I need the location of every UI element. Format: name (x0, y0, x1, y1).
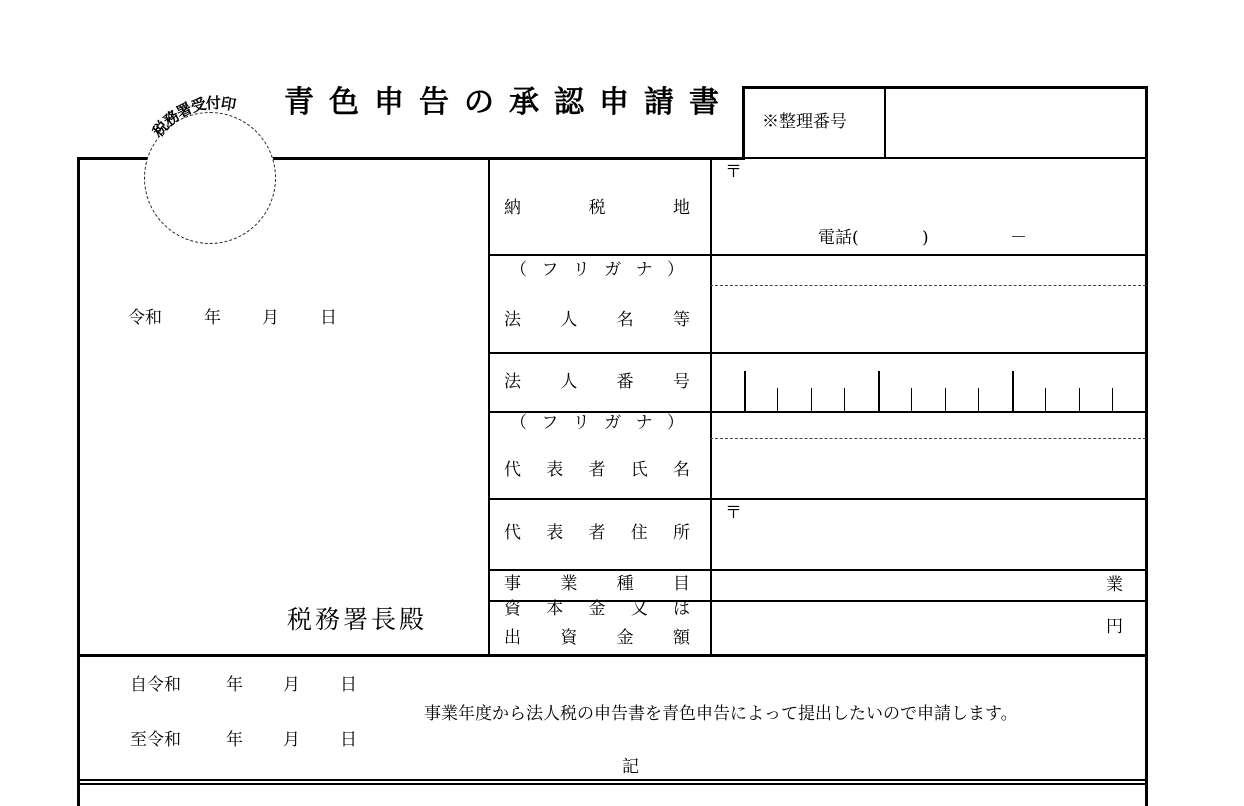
label-char: 又 (630, 599, 648, 619)
label-char: 番 (616, 372, 634, 392)
double-line-b (77, 783, 1147, 785)
furigana1-dashed (710, 285, 1146, 286)
row-line-5 (488, 569, 1147, 571)
label-char: フ (541, 260, 559, 280)
label-char: 出 (504, 628, 521, 648)
label-char: 代 (504, 460, 521, 480)
double-line-a (77, 779, 1147, 781)
label-char: （ (510, 260, 527, 280)
label-char: 代 (504, 523, 521, 543)
serial-number-field[interactable] (890, 90, 1140, 154)
label-char: 号 (672, 372, 690, 392)
corp-name-label (504, 312, 690, 329)
corp-number-tick-major (1012, 371, 1014, 411)
label-char: 税 (588, 198, 606, 218)
serial-box-bottom (742, 157, 1147, 159)
label-char: ） (666, 260, 684, 280)
label-char: 者 (588, 460, 606, 480)
corp-number-tick (777, 388, 778, 411)
business-type-input[interactable] (714, 572, 1094, 598)
label-char: 金 (588, 599, 606, 619)
corp-number-tick (1045, 388, 1046, 411)
label-char: 等 (672, 310, 690, 330)
label-char: 資 (504, 599, 521, 619)
phone-close: ) (922, 228, 929, 248)
serial-box-left (742, 86, 745, 158)
capital-unit: 円 (1106, 617, 1123, 637)
label-char: 地 (673, 198, 690, 218)
serial-number-label: ※整理番号 (762, 112, 847, 132)
label-char: 人 (560, 310, 578, 330)
label-char: ） (666, 413, 684, 433)
column-line-left (488, 157, 490, 655)
section-line (77, 654, 1147, 657)
furigana1-input[interactable] (714, 258, 1144, 284)
label-char: 者 (588, 523, 606, 543)
right-border (1145, 86, 1148, 806)
business-type-unit: 業 (1106, 575, 1123, 595)
capital-input[interactable] (714, 603, 1094, 651)
period-from-month: 月 (283, 675, 300, 695)
label-char: ガ (604, 260, 622, 280)
period-to-month: 月 (283, 730, 300, 750)
page-title: 青色申告の承認申請書 (284, 85, 734, 120)
corp-number-tick (911, 388, 912, 411)
rep-name-label (504, 462, 690, 479)
label-char: は (673, 599, 690, 619)
application-statement: 事業年度から法人税の申告書を青色申告によって提出したいので申請します。 (424, 704, 1018, 724)
phone-label: 電話( (818, 228, 859, 248)
label-char: 目 (672, 574, 690, 594)
label-char: リ (572, 413, 590, 433)
rep-address-input[interactable] (740, 502, 1140, 566)
corp-number-tick (1112, 388, 1113, 411)
period-from-prefix: 自令和 (130, 675, 181, 695)
label-char: 法 (504, 372, 521, 392)
label-char: 人 (560, 372, 578, 392)
corp-number-tick (945, 388, 946, 411)
left-border (77, 157, 80, 806)
phone-dash: － (1010, 228, 1027, 248)
period-from-day: 日 (340, 675, 357, 695)
reception-stamp-label (120, 80, 300, 150)
tax-office-addressee: 税務署長殿 (287, 605, 428, 634)
row-line-1 (488, 254, 1147, 256)
label-char: （ (510, 413, 527, 433)
serial-box-top (742, 86, 1148, 89)
label-char: 住 (630, 523, 648, 543)
corp-number-tick-major (744, 371, 746, 411)
business-type-label (504, 576, 690, 593)
label-char: 額 (672, 628, 690, 648)
period-to-prefix: 至令和 (130, 730, 181, 750)
period-from-year: 年 (226, 675, 243, 695)
period-to-year: 年 (226, 730, 243, 750)
date-era: 令和 (128, 308, 162, 328)
label-char: 事 (504, 574, 521, 594)
capital-label-line1 (504, 601, 690, 618)
corp-name-input[interactable] (714, 288, 1144, 350)
furigana2-input[interactable] (714, 414, 1144, 437)
furigana2-dashed (710, 438, 1146, 439)
tax-address-postal-mark: 〒 (725, 162, 742, 182)
date-month: 月 (262, 308, 279, 328)
record-label: 記 (622, 757, 639, 777)
label-char: 法 (504, 310, 521, 330)
period-to-day: 日 (340, 730, 357, 750)
capital-label-line2 (504, 630, 690, 647)
corp-number-tick (978, 388, 979, 411)
label-char: 金 (616, 628, 634, 648)
rep-address-label (504, 525, 690, 542)
date-year: 年 (204, 308, 221, 328)
label-char: 名 (673, 460, 690, 480)
furigana2-label (510, 415, 684, 432)
corp-number-tick (1079, 388, 1080, 411)
furigana1-label (510, 262, 684, 279)
date-day: 日 (320, 308, 337, 328)
label-char: フ (541, 413, 559, 433)
tax-address-label (504, 200, 690, 217)
label-char: ガ (604, 413, 622, 433)
label-char: 氏 (630, 460, 648, 480)
tax-address-input[interactable] (740, 162, 1140, 222)
label-char: 名 (616, 310, 634, 330)
label-char: 業 (560, 574, 578, 594)
label-char: 表 (546, 460, 564, 480)
label-char: リ (572, 260, 590, 280)
row-line-4 (488, 498, 1147, 500)
corp-number-tick-major (878, 371, 880, 411)
label-char: 資 (560, 628, 578, 648)
label-char: 表 (546, 523, 564, 543)
rep-address-postal-mark: 〒 (725, 503, 742, 523)
label-char: 所 (673, 523, 690, 543)
corp-number-tick (811, 388, 812, 411)
label-char: 種 (616, 574, 634, 594)
rep-name-input[interactable] (714, 441, 1144, 496)
label-char: 納 (504, 198, 521, 218)
serial-box-divider (884, 86, 886, 157)
corp-number-label (504, 374, 690, 391)
label-char: ナ (635, 260, 653, 280)
corp-number-tick (844, 388, 845, 411)
label-char: ナ (635, 413, 653, 433)
svg-text:税務署受付印: 税務署受付印 (148, 93, 237, 141)
label-char: 本 (546, 599, 564, 619)
